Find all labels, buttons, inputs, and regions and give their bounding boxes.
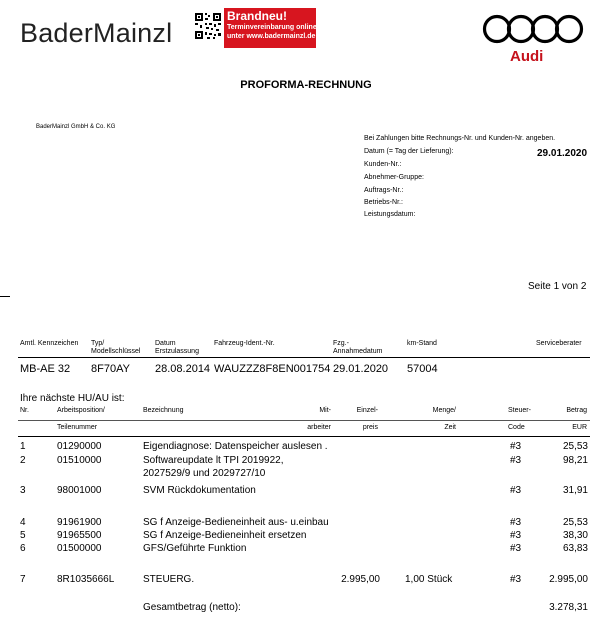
item-tax-code: #3 (510, 455, 522, 466)
vehicle-header-first-registration: Erstzulassung (155, 348, 199, 355)
customer-number-label: Kunden-Nr.: (364, 161, 402, 168)
vehicle-type: 8F70AY (91, 363, 130, 375)
items-header-tax-code: Code (508, 424, 525, 431)
promo-banner (224, 8, 320, 48)
item-amount: 2.995,00 (549, 574, 588, 585)
item-quantity: 1,00 Stück (405, 574, 453, 585)
item-nr: 1 (20, 441, 26, 452)
audi-rings-logo (482, 14, 584, 44)
vehicle-plate: MB-AE 32 (20, 363, 71, 375)
item-tax-code: #3 (510, 543, 522, 554)
date-label: Datum (= Tag der Lieferung): (364, 148, 454, 155)
items-header-time: Zeit (444, 424, 456, 431)
items-header-divider (18, 436, 590, 437)
item-description: Eigendiagnose: Datenspeicher auslesen . (143, 441, 328, 452)
items-header-tax: Steuer- (508, 407, 531, 414)
fold-mark (0, 296, 10, 297)
vehicle-header-intake: Fzg.- (333, 340, 349, 347)
items-header-part-number: Teilenummer (57, 424, 98, 431)
service-date-label: Leistungsdatum: (364, 211, 416, 218)
items-header-currency: EUR (572, 424, 587, 431)
dealer-logo: BaderMainzl (20, 18, 173, 48)
vehicle-intake-date: 29.01.2020 (333, 363, 389, 375)
item-tax-code: #3 (510, 441, 522, 452)
items-header-unit-price-2: preis (362, 424, 378, 431)
item-amount: 25,53 (562, 517, 588, 528)
item-position: 91965500 (57, 530, 102, 541)
total-label: Gesamtbetrag (netto): (143, 602, 241, 613)
item-nr: 3 (20, 485, 26, 496)
customer-group-label: Abnehmer-Gruppe: (364, 174, 424, 181)
items-header-amount: Betrag (566, 407, 587, 414)
vehicle-registration-date: 28.08.2014 (155, 363, 211, 375)
items-header-nr: Nr. (20, 407, 29, 414)
item-description: STEUERG. (143, 574, 195, 585)
promo-line: Terminvereinbarung online! (227, 24, 320, 31)
order-number-label: Auftrags-Nr.: (364, 187, 404, 194)
audi-wordmark: Audi (510, 48, 544, 65)
item-tax-code: #3 (510, 530, 522, 541)
item-tax-code: #3 (510, 517, 522, 528)
item-nr: 2 (20, 455, 26, 466)
qr-code-icon (194, 12, 222, 40)
items-header-worker-2: arbeiter (307, 424, 331, 431)
items-header-unit-price: Einzel- (356, 407, 378, 414)
page-number: Seite 1 von 2 (528, 281, 587, 292)
item-amount: 25,53 (562, 441, 588, 452)
document-title: PROFORMA-RECHNUNG (240, 79, 372, 91)
item-description: SG f Anzeige-Bedieneinheit ersetzen (143, 530, 307, 541)
business-number-label: Betriebs-Nr.: (364, 199, 403, 206)
item-amount: 38,30 (562, 530, 588, 541)
items-header-position: Arbeitsposition/ (57, 407, 105, 414)
vehicle-vin: WAUZZZ8F8EN001754 (214, 363, 331, 375)
vehicle-header-advisor: Serviceberater (536, 340, 582, 347)
items-header-rule (18, 420, 590, 421)
vehicle-header-km: km-Stand (407, 340, 437, 347)
payment-note: Bei Zahlungen bitte Rechnungs-Nr. und Kunden-Nr. angeben. (364, 135, 556, 142)
item-tax-code: #3 (510, 574, 522, 585)
vehicle-header-vin: Fahrzeug-Ident.-Nr. (214, 340, 275, 347)
item-amount: 63,83 (562, 543, 588, 554)
item-nr: 7 (20, 574, 26, 585)
item-description: SVM Rückdokumentation (143, 485, 256, 496)
item-position: 8R1035666L (57, 574, 115, 585)
items-header-description: Bezeichnung (143, 407, 184, 414)
vehicle-table-divider (18, 357, 590, 358)
item-description: SG f Anzeige-Bedieneinheit aus- u.einbau (143, 517, 329, 528)
item-description: GFS/Geführte Funktion (143, 543, 247, 554)
item-unit-price: 2.995,00 (341, 574, 380, 585)
date-value: 29.01.2020 (537, 148, 588, 159)
inspection-note: Ihre nächste HU/AU ist: (20, 393, 125, 404)
item-nr: 5 (20, 530, 26, 541)
item-position: 01290000 (57, 441, 102, 452)
item-tax-code: #3 (510, 485, 522, 496)
item-nr: 4 (20, 517, 26, 528)
item-description: Softwareupdate lt TPI 2019922, (143, 455, 284, 466)
item-position: 01500000 (57, 543, 102, 554)
vehicle-header-date: Datum (155, 340, 176, 347)
item-amount: 31,91 (562, 485, 588, 496)
vehicle-header-intake-date: Annahmedatum (333, 348, 383, 355)
items-header-quantity: Menge/ (432, 407, 456, 414)
vehicle-km: 57004 (407, 363, 438, 375)
promo-headline: Brandneu! (227, 9, 287, 23)
vehicle-header-plate: Amtl. Kennzeichen (20, 340, 79, 347)
items-header-worker: Mit- (319, 407, 331, 414)
item-nr: 6 (20, 543, 26, 554)
item-position: 01510000 (57, 455, 102, 466)
vehicle-header-type: Typ/ (91, 340, 105, 347)
total-amount: 3.278,31 (549, 602, 588, 613)
item-description-continued: 2027529/9 und 2029727/10 (143, 468, 266, 479)
item-position: 98001000 (57, 485, 102, 496)
promo-url: unter www.badermainzl.de (227, 33, 316, 40)
sender-address: BaderMainzl GmbH & Co. KG (36, 124, 116, 130)
item-position: 91961900 (57, 517, 102, 528)
vehicle-header-model-key: Modellschlüssel (91, 348, 141, 355)
item-amount: 98,21 (562, 455, 588, 466)
